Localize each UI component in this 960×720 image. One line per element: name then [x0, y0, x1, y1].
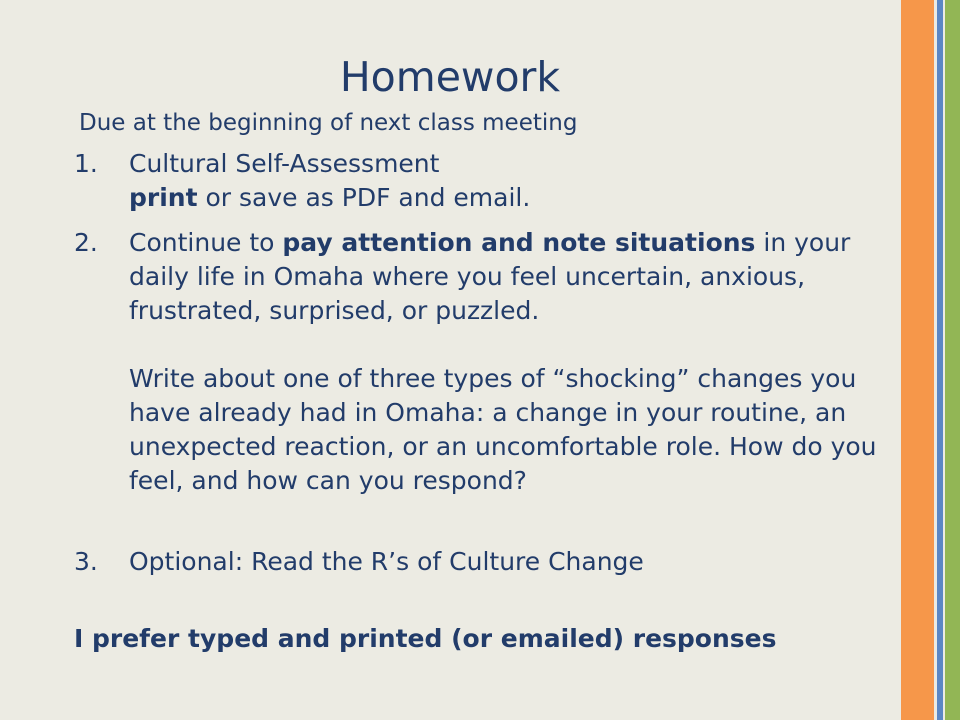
footer-note: I prefer typed and printed (or emailed) responses: [74, 624, 777, 653]
item-paragraph: Optional: Read the R’s of Culture Change: [129, 547, 644, 576]
paragraph-gap: [129, 328, 904, 362]
list-number: 1.: [74, 149, 98, 178]
item-text: or save as PDF and email.: [197, 183, 531, 212]
item-text: in your daily life in Omaha where you feel uncertain, anxious, frustrated, surprised, or puzzled.: [129, 228, 851, 325]
list-item-body: [129, 226, 904, 498]
bold-text: print: [129, 183, 198, 212]
item-text: Continue to: [129, 228, 283, 257]
slide-subtitle: Due at the beginning of next class meeting: [79, 110, 578, 136]
item-line: Cultural Self-Assessment: [129, 149, 440, 178]
item-line: [129, 181, 904, 215]
list-item-body: [129, 147, 904, 215]
orange-stripe: [901, 0, 934, 720]
list-number: 3.: [74, 547, 98, 576]
slide-title: Homework: [339, 53, 561, 101]
list-number: 2.: [74, 228, 98, 257]
list-item-body: [129, 545, 904, 579]
green-stripe: [945, 0, 960, 720]
item-paragraph: Write about one of three types of “shocking” changes you have already had in Omaha: a change in your routine, an unexpected reaction, or an uncomfortable role. How do you feel, and how can you respond?: [129, 364, 877, 495]
bold-text: pay attention and note situations: [282, 228, 756, 257]
item-paragraph: [129, 226, 904, 328]
